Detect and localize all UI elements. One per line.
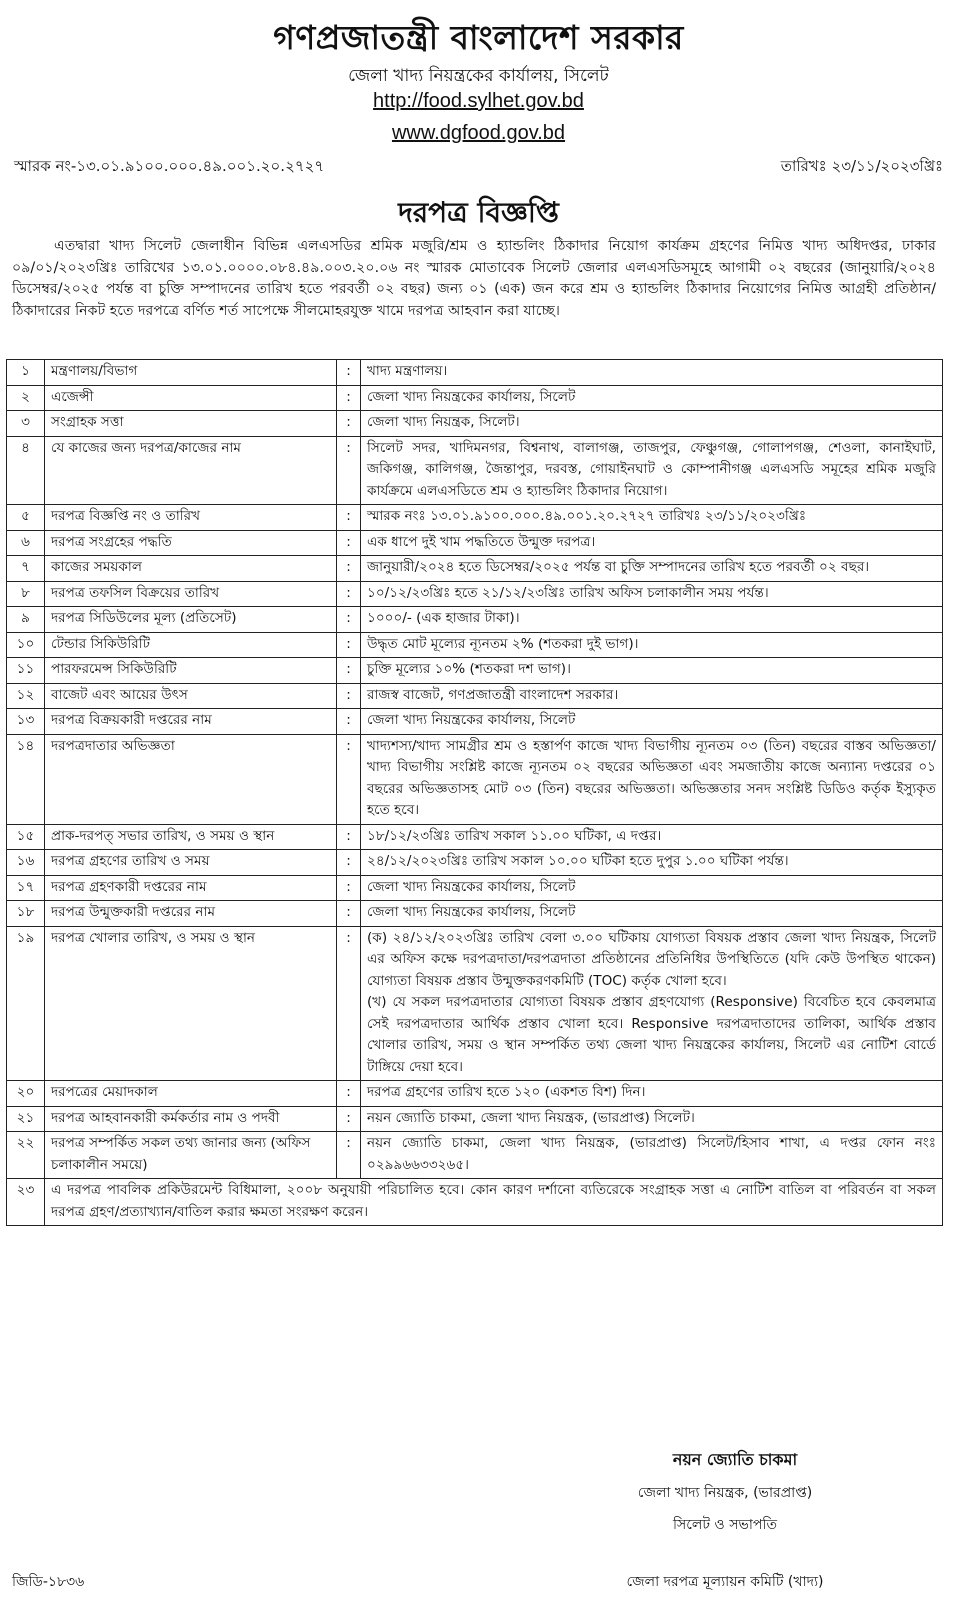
- table-row: [7, 850, 943, 876]
- row-label: দরপত্র সিডিউলের মূল্য (প্রতিসেট): [45, 607, 337, 633]
- table-row: [7, 436, 943, 505]
- row-label: দরপত্র বিজ্ঞপ্তি নং ও তারিখ: [45, 505, 337, 531]
- reference-code: জিডি-১৮৩৬: [12, 1574, 85, 1590]
- row-number: ১: [7, 360, 45, 386]
- table-row: [7, 607, 943, 633]
- row-separator: :: [337, 411, 361, 437]
- row-separator: :: [337, 581, 361, 607]
- table-row: [7, 734, 943, 824]
- row-number: ৪: [7, 436, 45, 505]
- row-value-part-b: (খ) যে সকল দরপত্রদাতার যোগ্যতা বিষয়ক প্রস্তাব গ্রহণযোগ্য (Responsive) বিবেচিত হবে কেবলমাত্র সেই দরপত্রদাতার আর্থিক প্রস্তাব খোলা হবে। Responsive দরপত্রদাতাদের তালিকা, আর্থিক প্রস্তাব খোলার তারিখ, সময় ও স্থান সম্পর্কিত তথ্য জেলা খাদ্য নিয়ন্ত্রকের কার্যালয়, সিলেট এর নোটিশ বোর্ডে টাঙ্গিয়ে দেয়া হবে।: [367, 994, 936, 1075]
- row-value-part-a: (ক) ২৪/১২/২০২৩খ্রিঃ তারিখ বেলা ৩.০০ ঘটিকায় যোগ্যতা বিষয়ক প্রস্তাব জেলা খাদ্য নিয়ন্ত্রক, সিলেট এর অফিস কক্ষে দরপত্রদাতা/দরপত্রদাতা প্রতিষ্ঠানের প্রতিনিধির উপস্থিতিতে (যদি কেউ উপস্থিত থাকেন) যোগ্যতা বিষয়ক প্রস্তাব উন্মুক্তকরণকমিটি (TOC) কর্তৃক খোলা হবে।: [367, 929, 936, 989]
- row-label: দরপত্র সম্পর্কিত সকল তথ্য জানার জন্য (অফিস চলাকালীন সময়ে): [45, 1132, 337, 1179]
- row-separator: :: [337, 850, 361, 876]
- intro-paragraph: এতদ্বারা খাদ্য সিলেট জেলাধীন বিভিন্ন এলএসডির শ্রমিক মজুরি/শ্রম ও হ্যান্ডলিং ঠিকাদার নিয়োগ কার্যক্রম গ্রহণের নিমিত্ত খাদ্য অধিদপ্তর, ঢাকার ০৯/০১/২০২৩খ্রিঃ তারিখের ১৩.০১.০০০০.০৮৪.৪৯.০০৩.২০.০৬ নং স্মারক মোতাবেক সিলেট জেলার এলএসডিসমূহে আগামী ০২ বছরের (জানুয়ারি/২০২৪ ডিসেম্বর/২০২৫ পর্যন্ত বা চুক্তি সম্পাদনের তারিখ হতে পরবর্তী ০২ বছর) জন্য ০১ (এক) জন করে শ্রম ও হ্যান্ডলিং ঠিকাদার নিয়োগের নিমিত্ত আগ্রহী প্রতিষ্ঠান/ঠিকাদারের নিকট হতে দরপত্রে বর্ণিত শর্ত সাপেক্ষে সীলমোহরযুক্ত খামে দরপত্র আহবান করা যাচ্ছে।: [12, 238, 936, 319]
- row-label: প্রাক-দরপত্ সভার তারিখ, ও সময় ও স্থান: [45, 824, 337, 850]
- row-value: নয়ন জ্যোতি চাকমা, জেলা খাদ্য নিয়ন্ত্রক, (ভারপ্রাপ্ত) সিলেট/হিসাব শাখা, এ দপ্তর ফোন নংঃ ০২৯৯৬৬৩৩২৬৫।: [361, 1132, 943, 1179]
- row-number: ১২: [7, 683, 45, 709]
- table-row: [7, 1106, 943, 1132]
- row-separator: :: [337, 632, 361, 658]
- row-number: ৭: [7, 556, 45, 582]
- row-value: ১০/১২/২৩খ্রিঃ হতে ২১/১২/২৩খ্রিঃ তারিখ অফিস চলাকালীন সময় পর্যন্ত।: [361, 581, 943, 607]
- row-separator: :: [337, 1132, 361, 1179]
- signer-designation: জেলা খাদ্য নিয়ন্ত্রক, (ভারপ্রাপ্ত): [637, 1485, 813, 1501]
- row-value: জেলা খাদ্য নিয়ন্ত্রক, সিলেট।: [361, 411, 943, 437]
- row-number: ২৩: [7, 1179, 45, 1226]
- row-separator: :: [337, 658, 361, 684]
- row-separator: :: [337, 1106, 361, 1132]
- row-label: দরপত্র বিক্রয়কারী দপ্তরের নাম: [45, 709, 337, 735]
- row-separator: :: [337, 1081, 361, 1107]
- memo-number: স্মারক নং-১৩.০১.৯১০০.০০০.৪৯.০০১.২০.২৭২৭: [14, 157, 325, 175]
- row-number: ৮: [7, 581, 45, 607]
- row-value: জেলা খাদ্য নিয়ন্ত্রকের কার্যালয়, সিলেট: [361, 709, 943, 735]
- row-number: ২২: [7, 1132, 45, 1179]
- row-label: দরপত্র উন্মুক্তকারী দপ্তরের নাম: [45, 901, 337, 927]
- row-separator: :: [337, 385, 361, 411]
- row-number: ১৫: [7, 824, 45, 850]
- row-separator: :: [337, 436, 361, 505]
- row-value: সিলেট সদর, খাদিমনগর, বিশ্বনাথ, বালাগঞ্জ, তাজপুর, ফেঞ্চুগঞ্জ, গোলাপগঞ্জ, শেওলা, কানাইঘাট, জকিগঞ্জ, কালিগঞ্জ, জৈন্তাপুর, দরবস্ত, গোয়াইনঘাট ও কোম্পানীগঞ্জ এলএসডি সমূহের শ্রমিক মজুরি কার্যক্রমে এলএসডিতে শ্রম ও হ্যান্ডলিং ঠিকাদার নিয়োগ।: [361, 436, 943, 505]
- row-number: ৬: [7, 530, 45, 556]
- table-row: [7, 1081, 943, 1107]
- row-number: ১৬: [7, 850, 45, 876]
- row-number: ৩: [7, 411, 45, 437]
- table-row: [7, 824, 943, 850]
- table-row: [7, 683, 943, 709]
- row-value: চুক্তি মূল্যের ১০% (শতকরা দশ ভাগ)।: [361, 658, 943, 684]
- table-row: [7, 505, 943, 531]
- row-label: বাজেট এবং আয়ের উৎস: [45, 683, 337, 709]
- row-value: এক ধাপে দুই খাম পদ্ধতিতে উন্মুক্ত দরপত্র।: [361, 530, 943, 556]
- table-row: [7, 581, 943, 607]
- row-value: জেলা খাদ্য নিয়ন্ত্রকের কার্যালয়, সিলেট: [361, 901, 943, 927]
- government-title: গণপ্রজাতন্ত্রী বাংলাদেশ সরকার: [273, 18, 684, 57]
- row-number: ১৩: [7, 709, 45, 735]
- notice-title: দরপত্র বিজ্ঞপ্তি: [398, 196, 559, 229]
- row-separator: :: [337, 926, 361, 1081]
- row-separator: :: [337, 901, 361, 927]
- row-value: ১৮/১২/২৩খ্রিঃ তারিখ সকাল ১১.০০ ঘটিকা, এ দপ্তর।: [361, 824, 943, 850]
- table-row: [7, 901, 943, 927]
- row-separator: :: [337, 505, 361, 531]
- table-row: [7, 658, 943, 684]
- row-number: ১৭: [7, 875, 45, 901]
- table-row: [7, 709, 943, 735]
- row-label: মন্ত্রণালয়/বিভাগ: [45, 360, 337, 386]
- row-value: খাদ্য মন্ত্রণালয়।: [361, 360, 943, 386]
- row-label: এজেন্সী: [45, 385, 337, 411]
- row-label: কাজের সময়কাল: [45, 556, 337, 582]
- table-row: [7, 556, 943, 582]
- row-label: দরপত্র গ্রহণের তারিখ ও সময়: [45, 850, 337, 876]
- office-name: জেলা খাদ্য নিয়ন্ত্রকের কার্যালয়, সিলেট: [348, 66, 609, 86]
- signer-name: নয়ন জ্যোতি চাকমা: [672, 1450, 798, 1469]
- row-label: টেন্ডার সিকিউরিটি: [45, 632, 337, 658]
- row-value: [361, 926, 943, 1081]
- tender-table-body: [7, 360, 943, 1226]
- row-number: ১০: [7, 632, 45, 658]
- table-row: [7, 411, 943, 437]
- row-number: ৯: [7, 607, 45, 633]
- row-number: ২১: [7, 1106, 45, 1132]
- row-separator: :: [337, 683, 361, 709]
- row-separator: :: [337, 530, 361, 556]
- signer-place: সিলেট ও সভাপতি: [673, 1517, 777, 1533]
- row-value: খাদ্যশস্য/খাদ্য সামগ্রীর শ্রম ও হস্তার্পণ কাজে খাদ্য বিভাগীয় ন্যূনতম ০৩ (তিন) বছরের বাস্তব অভিজ্ঞতা/খাদ্য বিভাগীয় সংশ্লিষ্ট কাজে ন্যূনতম ০২ বছরের অভিজ্ঞতা এবং সমজাতীয় কাজে অন্যান্য দপ্তরের ০১ বছরের অভিজ্ঞতাসহ মোট ০৩ (তিন) বছরের অভিজ্ঞতা। অভিজ্ঞতার সনদ সংশ্লিষ্ট ডিডিও কর্তৃক ইস্যুকৃত হতে হবে।: [361, 734, 943, 824]
- row-separator: :: [337, 875, 361, 901]
- row-value: উদ্ধৃত মোট মূল্যের ন্যূনতম ২% (শতকরা দুই ভাগ)।: [361, 632, 943, 658]
- row-separator: :: [337, 556, 361, 582]
- row-value: জেলা খাদ্য নিয়ন্ত্রকের কার্যালয়, সিলেট: [361, 385, 943, 411]
- row-number: ৫: [7, 505, 45, 531]
- row-number: ১৮: [7, 901, 45, 927]
- tender-details-table: [6, 359, 943, 1226]
- row-label: পারফরমেন্স সিকিউরিটি: [45, 658, 337, 684]
- row-value: এ দরপত্র পাবলিক প্রকিউরমেন্ট বিধিমালা, ২০০৮ অনুযায়ী পরিচালিত হবে। কোন কারণ দর্শানো ব্যতিরেকে সংগ্রাহক সত্তা এ নোটিশ বাতিল বা পরিবর্তন বা সকল দরপত্র গ্রহণ/প্রত্যাখ্যান/বাতিল করার ক্ষমতা সংরক্ষণ করেন।: [45, 1179, 943, 1226]
- row-label: দরপত্র আহবানকারী কর্মকর্তার নাম ও পদবী: [45, 1106, 337, 1132]
- row-value: রাজস্ব বাজেট, গণপ্রজাতন্ত্রী বাংলাদেশ সরকার।: [361, 683, 943, 709]
- memo-date: তারিখঃ ২৩/১১/২০২৩খ্রিঃ: [780, 157, 943, 175]
- row-value: ২৪/১২/২০২৩খ্রিঃ তারিখ সকাল ১০.০০ ঘটিকা হতে দুপুর ১.০০ ঘটিকা পর্যন্ত।: [361, 850, 943, 876]
- row-separator: :: [337, 607, 361, 633]
- row-label: দরপত্রের মেয়াদকাল: [45, 1081, 337, 1107]
- row-label: দরপত্র তফসিল বিক্রয়ের তারিখ: [45, 581, 337, 607]
- row-value: ১০০০/- (এক হাজার টাকা)।: [361, 607, 943, 633]
- row-value: দরপত্র গ্রহণের তারিখ হতে ১২০ (একশত বিশ) দিন।: [361, 1081, 943, 1107]
- row-label: দরপত্র গ্রহণকারী দপ্তরের নাম: [45, 875, 337, 901]
- table-row: [7, 1179, 943, 1226]
- table-row: [7, 632, 943, 658]
- table-row: [7, 385, 943, 411]
- row-separator: :: [337, 709, 361, 735]
- table-row: [7, 1132, 943, 1179]
- row-value: জানুয়ারী/২০২৪ হতে ডিসেম্বর/২০২৫ পর্যন্ত বা চুক্তি সম্পাদনের তারিখ হতে পরবর্তী ০২ বছর।: [361, 556, 943, 582]
- row-number: ১১: [7, 658, 45, 684]
- row-number: ২: [7, 385, 45, 411]
- table-row: [7, 875, 943, 901]
- row-label: সংগ্রাহক সত্তা: [45, 411, 337, 437]
- row-separator: :: [337, 360, 361, 386]
- table-row: [7, 530, 943, 556]
- row-separator: :: [337, 734, 361, 824]
- signer-committee: জেলা দরপত্র মূল্যায়ন কমিটি (খাদ্য): [626, 1574, 824, 1590]
- office-website-link[interactable]: http://food.sylhet.gov.bd: [373, 90, 584, 112]
- table-row: [7, 926, 943, 1081]
- row-value: স্মারক নংঃ ১৩.০১.৯১০০.০০০.৪৯.০০১.২০.২৭২৭ তারিখঃ ২৩/১১/২০২৩খ্রিঃ: [361, 505, 943, 531]
- row-label: দরপত্র খোলার তারিখ, ও সময় ও স্থান: [45, 926, 337, 1081]
- row-number: ১৪: [7, 734, 45, 824]
- table-row: [7, 360, 943, 386]
- row-number: ২০: [7, 1081, 45, 1107]
- row-value: নয়ন জ্যোতি চাকমা, জেলা খাদ্য নিয়ন্ত্রক, (ভারপ্রাপ্ত) সিলেট।: [361, 1106, 943, 1132]
- row-label: দরপত্রদাতার অভিজ্ঞতা: [45, 734, 337, 824]
- row-label: যে কাজের জন্য দরপত্র/কাজের নাম: [45, 436, 337, 505]
- row-label: দরপত্র সংগ্রহের পদ্ধতি: [45, 530, 337, 556]
- row-value: জেলা খাদ্য নিয়ন্ত্রকের কার্যালয়, সিলেট: [361, 875, 943, 901]
- dgfood-website-link[interactable]: www.dgfood.gov.bd: [391, 122, 566, 144]
- row-separator: :: [337, 824, 361, 850]
- row-number: ১৯: [7, 926, 45, 1081]
